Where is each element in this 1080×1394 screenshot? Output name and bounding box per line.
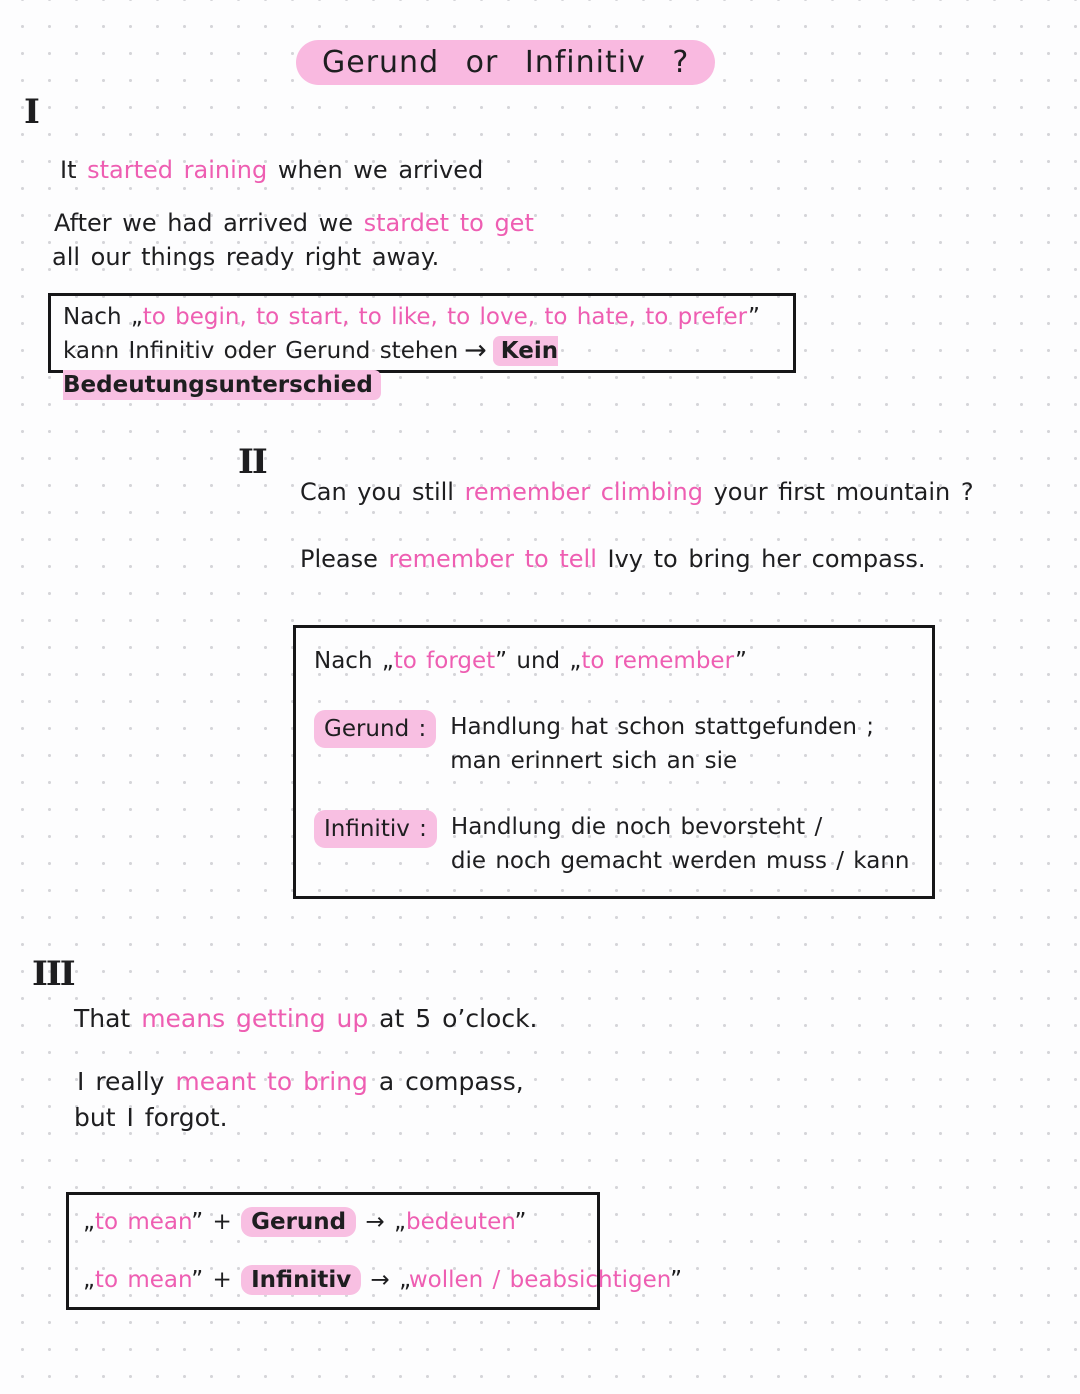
sentence-means-getting-up bbox=[74, 1002, 538, 1036]
grammar-rule-box-2 bbox=[293, 625, 935, 899]
grammar-rule-box-3 bbox=[66, 1192, 683, 1310]
pink-text-run: bedeuten bbox=[405, 1209, 515, 1235]
rule-row-infinitiv bbox=[83, 1263, 683, 1297]
highlighted-term: Kein Bedeutungsunterschied bbox=[63, 338, 559, 398]
sentence-remember-climbing bbox=[300, 475, 974, 509]
text-run: ” und „ bbox=[495, 648, 582, 674]
text-run: It bbox=[60, 156, 88, 184]
text-run: kann Infinitiv oder Gerund stehen bbox=[63, 338, 459, 364]
gerund-definition bbox=[450, 710, 874, 778]
text-run: when we arrived bbox=[267, 156, 484, 184]
text-run: Nach „ bbox=[314, 648, 394, 674]
definition-line: die noch gemacht werden muss / kann bbox=[450, 848, 910, 874]
text-run: ” bbox=[670, 1267, 683, 1293]
rule-heading bbox=[314, 644, 914, 678]
text-run: Please bbox=[300, 545, 389, 573]
text-run: at 5 o’clock. bbox=[368, 1004, 538, 1033]
text-run: I really bbox=[77, 1067, 176, 1096]
text-run: ” + bbox=[191, 1209, 242, 1235]
pink-text-run: to forget bbox=[393, 648, 496, 674]
gerund-highlight: Gerund bbox=[241, 1207, 356, 1237]
text-run: all our things ready right away. bbox=[52, 243, 440, 271]
infinitiv-term-pill: Infinitiv : bbox=[314, 810, 437, 848]
rule-line bbox=[63, 334, 781, 402]
text-run: ” + bbox=[191, 1267, 242, 1293]
section-1-numeral: I bbox=[24, 92, 38, 132]
rule-line bbox=[63, 300, 781, 334]
pink-text-run: to remember bbox=[581, 648, 735, 674]
sentence-started-raining bbox=[60, 153, 483, 187]
gerund-term-pill: Gerund : bbox=[314, 710, 436, 748]
text-run: „ bbox=[83, 1209, 95, 1235]
page-title: Gerund or Infinitiv ? bbox=[296, 40, 715, 85]
sentence-meant-to-bring-line1 bbox=[77, 1065, 524, 1099]
pink-text-run: to mean bbox=[94, 1209, 192, 1235]
definition-line: man erinnert sich an sie bbox=[450, 748, 738, 774]
text-run: „ bbox=[83, 1267, 95, 1293]
section-2-numeral: II bbox=[238, 442, 266, 482]
pink-text-run: remember climbing bbox=[464, 478, 703, 506]
sentence-stardet-line1 bbox=[54, 206, 534, 240]
sentence-meant-to-bring-line2 bbox=[74, 1101, 228, 1135]
infinitiv-definition bbox=[451, 810, 910, 878]
text-run: your first mountain ? bbox=[702, 478, 974, 506]
text-run: ” bbox=[735, 648, 747, 674]
gerund-definition-row bbox=[314, 710, 914, 778]
text-run: ” bbox=[748, 304, 760, 330]
text-run: ” bbox=[514, 1209, 527, 1235]
section-3-numeral: III bbox=[32, 954, 74, 994]
arrow-right-icon: → bbox=[464, 335, 487, 366]
infinitiv-definition-row bbox=[314, 810, 914, 878]
pink-text-run: meant to bring bbox=[175, 1067, 368, 1096]
rule-row-gerund bbox=[83, 1205, 583, 1239]
pink-text-run: wollen / beabsichtigen bbox=[408, 1267, 671, 1293]
text-run: a compass, bbox=[367, 1067, 524, 1096]
text-run: but I forgot. bbox=[74, 1103, 228, 1132]
text-run: Nach „ bbox=[63, 304, 143, 330]
sentence-stardet-line2 bbox=[52, 240, 439, 274]
text-run: Can you still bbox=[300, 478, 465, 506]
text-run: That bbox=[74, 1004, 142, 1033]
grammar-rule-box-1 bbox=[48, 293, 796, 398]
pink-text-run: to mean bbox=[94, 1267, 192, 1293]
pink-text-run: stardet to get bbox=[363, 209, 534, 237]
text-run: After we had arrived we bbox=[54, 209, 364, 237]
arrow-right-icon: → „ bbox=[356, 1209, 406, 1235]
pink-text-run: started raining bbox=[87, 156, 268, 184]
infinitiv-highlight: Infinitiv bbox=[241, 1265, 361, 1295]
sentence-remember-to-tell bbox=[300, 542, 926, 576]
text-run: Ivy to bring her compass. bbox=[596, 545, 926, 573]
definition-line: Handlung hat schon stattgefunden ; bbox=[450, 714, 874, 740]
pink-text-run: to begin, to start, to like, to love, to hate, to prefer bbox=[142, 304, 749, 330]
definition-line: Handlung die noch bevorsteht / bbox=[450, 814, 823, 840]
pink-text-run: means getting up bbox=[141, 1004, 369, 1033]
arrow-right-icon: → „ bbox=[361, 1267, 409, 1293]
pink-text-run: remember to tell bbox=[388, 545, 597, 573]
